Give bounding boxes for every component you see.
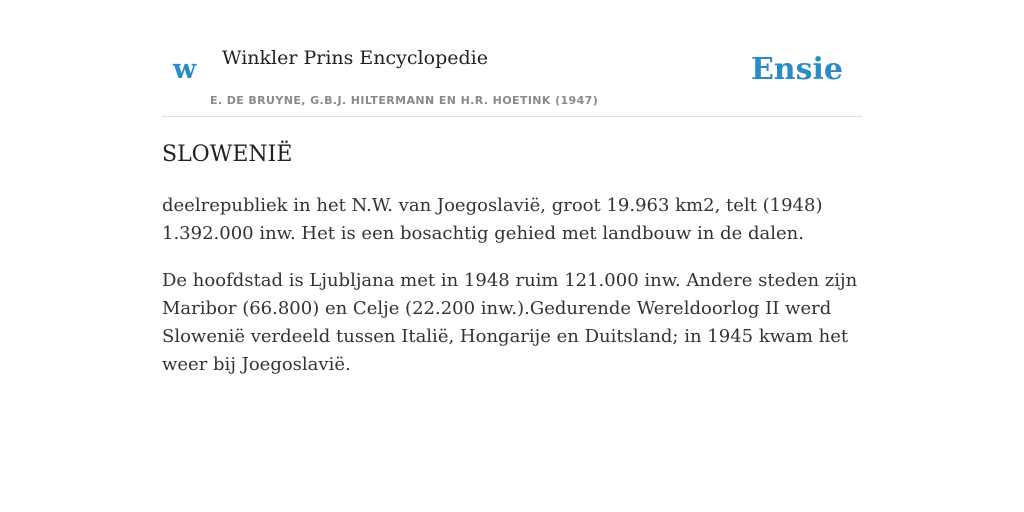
entry-title: SLOWENIË	[162, 142, 293, 167]
source-header	[162, 0, 862, 117]
entry-body	[162, 192, 862, 398]
source-logo-link[interactable]: w	[173, 54, 197, 85]
page	[162, 0, 862, 375]
entry-paragraph: De hoofdstad is Ljubljana met in 1948 ruim 121.000 inw. Andere steden zijn Maribor (66.800) en Celje (22.200 inw.).Gedurende Wereldoorlog II werd Slowenië verdeeld tussen Italië, Hongarije en Duitsland; in 1945 kwam het weer bij Joegoslavië.	[162, 270, 858, 375]
source-authors: E. DE BRUYNE, G.B.J. HILTERMANN EN H.R. HOETINK (1947)	[210, 94, 599, 107]
entry-paragraph: deelrepubliek in het N.W. van Joegoslavië, groot 19.963 km2, telt (1948) 1.392.000 inw. Het is een bosachtig gehied met landbouw in de dalen.	[162, 195, 823, 244]
brand-logo-link[interactable]: Ensie	[750, 52, 843, 87]
source-title[interactable]: Winkler Prins Encyclopedie	[222, 47, 488, 69]
